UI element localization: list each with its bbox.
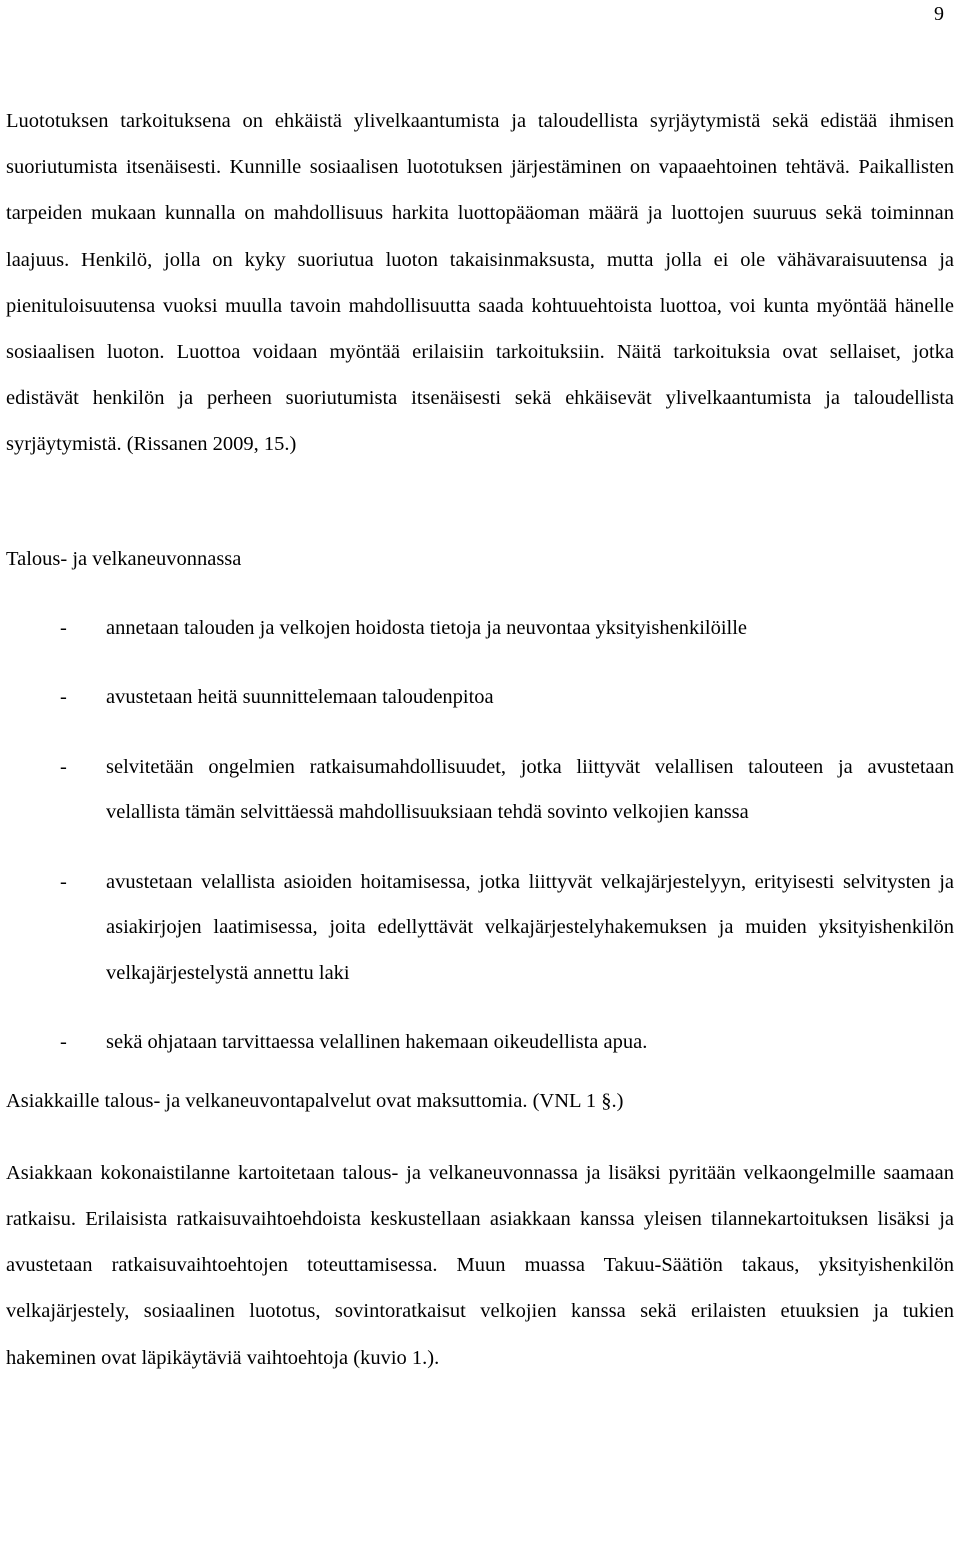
list-item-text: selvitetään ongelmien ratkaisumahdollisuudet, jotka liittyvät velallisen talouteen ja avustetaan velallista tämän selvittäessä mahdollisuuksiaan tehdä sovinto velkojien kanssa (106, 755, 954, 824)
list-dash: - (60, 1031, 67, 1054)
list-item-text: sekä ohjataan tarvittaessa velallinen hakemaan oikeudellista apua. (106, 1031, 648, 1054)
list-dash: - (60, 870, 67, 893)
list-dash: - (60, 686, 67, 709)
list-item (6, 860, 954, 997)
paragraph-overall-situation: Asiakkaan kokonaistilanne kartoitetaan talous- ja velkaneuvonnassa ja lisäksi pyritään velkaongelmille saamaan ratkaisu. Erilaisista ratkaisuvaihtoehdoista keskustellaan asiakkaan kanssa yleisen tilannekartoituksen lisäksi ja avustetaan ratkaisuvaihtoehtojen toteuttamisessa. Muun muassa Takuu-Säätiön takaus, yksityishenkilön velkajärjestely, sosiaalinen luototus, sovintoratkaisut velkojien kanssa sekä erilaisten etuuksien ja tukien hakeminen ovat läpikäytäviä vaihtoehtoja (kuvio 1.). (6, 1161, 954, 1369)
list-item (6, 1020, 954, 1066)
list-dash: - (60, 616, 67, 639)
list-dash: - (60, 755, 67, 778)
paragraph-fees: Asiakkaille talous- ja velkaneuvontapalvelut ovat maksuttomia. (VNL 1 §.) (6, 1089, 624, 1112)
page-number: 9 (934, 3, 944, 25)
list-item-text: avustetaan velallista asioiden hoitamisessa, jotka liittyvät velkajärjestelyyn, erityisesti selvitysten ja asiakirjojen laatimisessa, joita edellyttävät velkajärjestelyhakemuksen ja muiden yksityishenkilön velkajärjestelystä annettu laki (106, 870, 954, 984)
paragraph-social-credit: Luototuksen tarkoituksena on ehkäistä ylivelkaantumista ja taloudellista syrjäytymistä sekä edistää ihmisen suoriutumista itsenäisesti. Kunnille sosiaalisen luototuksen järjestäminen on vapaaehtoinen tehtävä. Paikallisten tarpeiden mukaan kunnalla on mahdollisuus harkita luottopääoman määrä ja luottojen suuruus sekä toiminnan laajuus. Henkilö, jolla on kyky suoriutua luoton takaisinmaksusta, mutta jolla ei ole vähävaraisuutensa ja pienituloisuutensa vuoksi muulla tavoin mahdollisuutta saada kohtuuehtoista luottoa, voi kunta myöntää hänelle sosiaalisen luoton. Luottoa voidaan myöntää erilaisiin tarkoituksiin. Näitä tarkoituksia ovat sellaiset, jotka edistävät henkilön ja perheen suoriutumista itsenäisesti sekä ehkäisevät ylivelkaantumista ja taloudellista syrjäytymistä. (Rissanen 2009, 15.) (6, 110, 954, 456)
list-item (6, 745, 954, 836)
list-item-text: avustetaan heitä suunnittelemaan taloudenpitoa (106, 686, 494, 709)
list-item (6, 675, 954, 721)
list-heading: Talous- ja velkaneuvonnassa (6, 547, 242, 570)
counselling-task-list (6, 606, 954, 1066)
list-item-text: annetaan talouden ja velkojen hoidosta tietoja ja neuvontaa yksityishenkilöille (106, 616, 748, 639)
list-item (6, 606, 954, 652)
document-body (6, 98, 954, 1381)
